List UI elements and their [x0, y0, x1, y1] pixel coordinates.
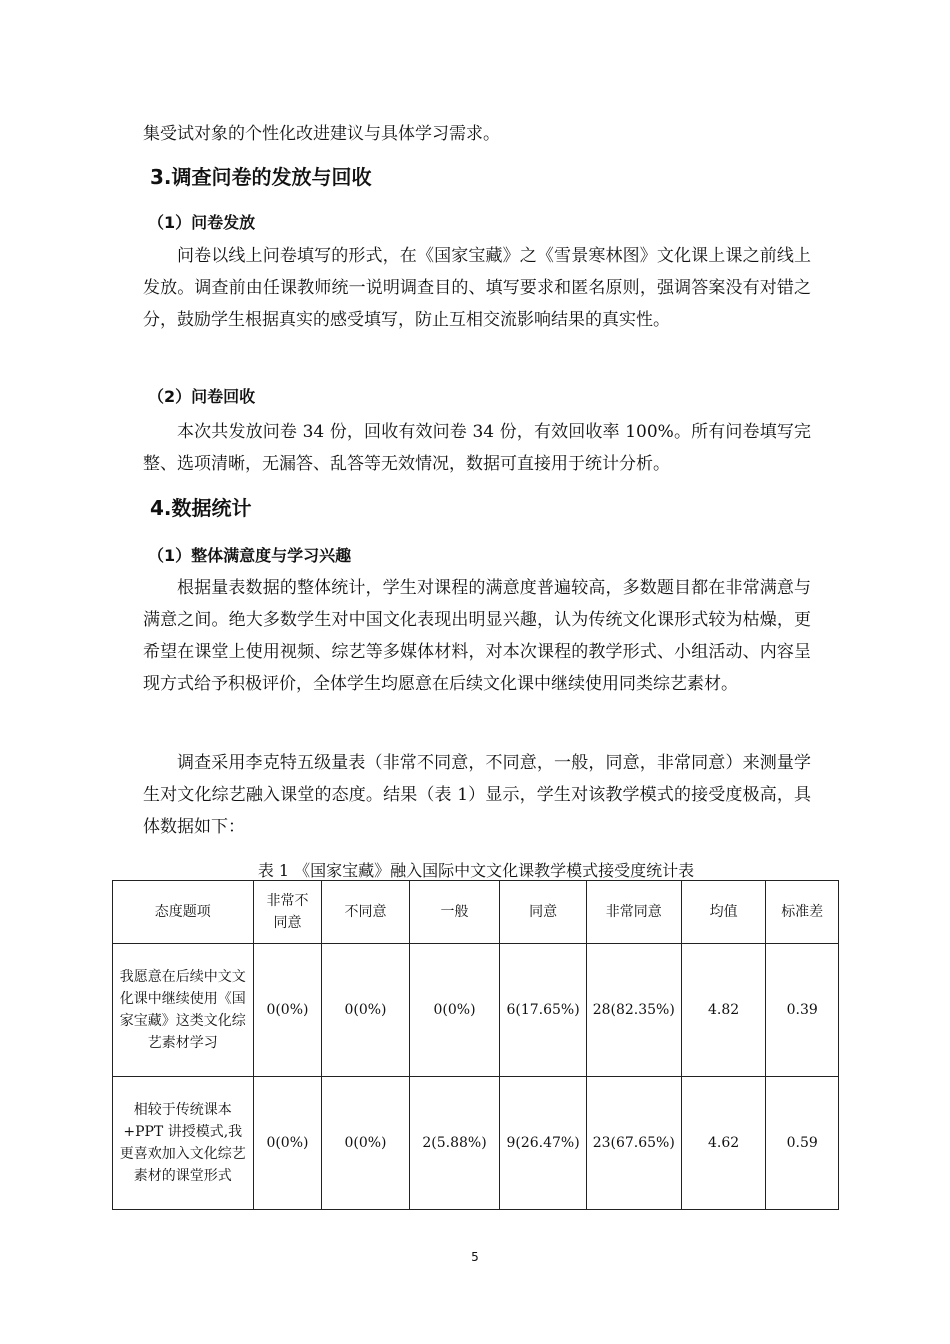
table-cell: 0(0%) [409, 944, 500, 1077]
table-cell: 28(82.35%) [586, 944, 681, 1077]
subheading-distribution: （1）问卷发放 [148, 213, 256, 232]
header-disagree: 不同意 [322, 881, 409, 944]
table-cell: 0(0%) [253, 1077, 322, 1210]
paragraph-distribution: 问卷以线上问卷填写的形式，在《国家宝藏》之《雪景寒林图》文化课上课之前线上发放。调查前由任课教师统一说明调查目的、填写要求和匿名原则，强调答案没有对错之分，鼓励学生根据真实的感受填写，防止互相交流影响结果的真实性。 [143, 246, 811, 330]
table-cell: 23(67.65%) [586, 1077, 681, 1210]
header-neutral: 一般 [409, 881, 500, 944]
table-cell: 9(26.47%) [500, 1077, 586, 1210]
header-strongly-disagree: 非常不同意 [253, 881, 322, 944]
table-cell-mean: 4.82 [681, 944, 766, 1077]
table-cell-std: 0.59 [766, 1077, 839, 1210]
paragraph-satisfaction: 根据量表数据的整体统计，学生对课程的满意度普遍较高，多数题目都在非常满意与满意之间。绝大多数学生对中国文化表现出明显兴趣，认为传统文化课形式较为枯燥，更希望在课堂上使用视频、综艺等多媒体材料，对本次课程的教学形式、小组活动、内容呈现方式给予积极评价，全体学生均愿意在后续文化课中继续使用同类综艺素材。 [143, 578, 811, 694]
table-cell: 0(0%) [322, 1077, 409, 1210]
table-row [113, 944, 839, 1077]
subheading-satisfaction: （1）整体满意度与学习兴趣 [148, 546, 352, 565]
table-cell-mean: 4.62 [681, 1077, 766, 1210]
table-cell: 0(0%) [253, 944, 322, 1077]
header-mean: 均值 [681, 881, 766, 944]
paragraph-collection: 本次共发放问卷 34 份，回收有效问卷 34 份，有效回收率 100%。所有问卷填写完整、选项清晰，无漏答、乱答等无效情况，数据可直接用于统计分析。 [143, 422, 811, 474]
acceptance-table [112, 880, 839, 1210]
header-std: 标准差 [766, 881, 839, 944]
section-heading-4: 4.数据统计 [150, 496, 252, 520]
table-cell-item: 相较于传统课本+PPT 讲授模式,我更喜欢加入文化综艺素材的课堂形式 [113, 1077, 254, 1210]
header-agree: 同意 [500, 881, 586, 944]
page-number: 5 [471, 1250, 479, 1264]
header-strongly-agree: 非常同意 [586, 881, 681, 944]
table-cell: 2(5.88%) [409, 1077, 500, 1210]
subheading-collection: （2）问卷回收 [148, 387, 256, 406]
paragraph-intro-tail: 集受试对象的个性化改进建议与具体学习需求。 [143, 124, 500, 144]
table-row [113, 1077, 839, 1210]
table-cell-item: 我愿意在后续中文文化课中继续使用《国家宝藏》这类文化综艺素材学习 [113, 944, 254, 1077]
section-heading-3: 3.调查问卷的发放与回收 [150, 165, 372, 189]
table-caption: 表 1 《国家宝藏》融入国际中文文化课教学模式接受度统计表 [257, 861, 695, 880]
table-cell: 0(0%) [322, 944, 409, 1077]
table-cell: 6(17.65%) [500, 944, 586, 1077]
table-cell-std: 0.39 [766, 944, 839, 1077]
header-item: 态度题项 [113, 881, 254, 944]
paragraph-likert: 调查采用李克特五级量表（非常不同意，不同意，一般，同意，非常同意）来测量学生对文化综艺融入课堂的态度。结果（表 1）显示，学生对该教学模式的接受度极高，具体数据如下： [143, 753, 811, 837]
table-header-row [113, 881, 839, 944]
